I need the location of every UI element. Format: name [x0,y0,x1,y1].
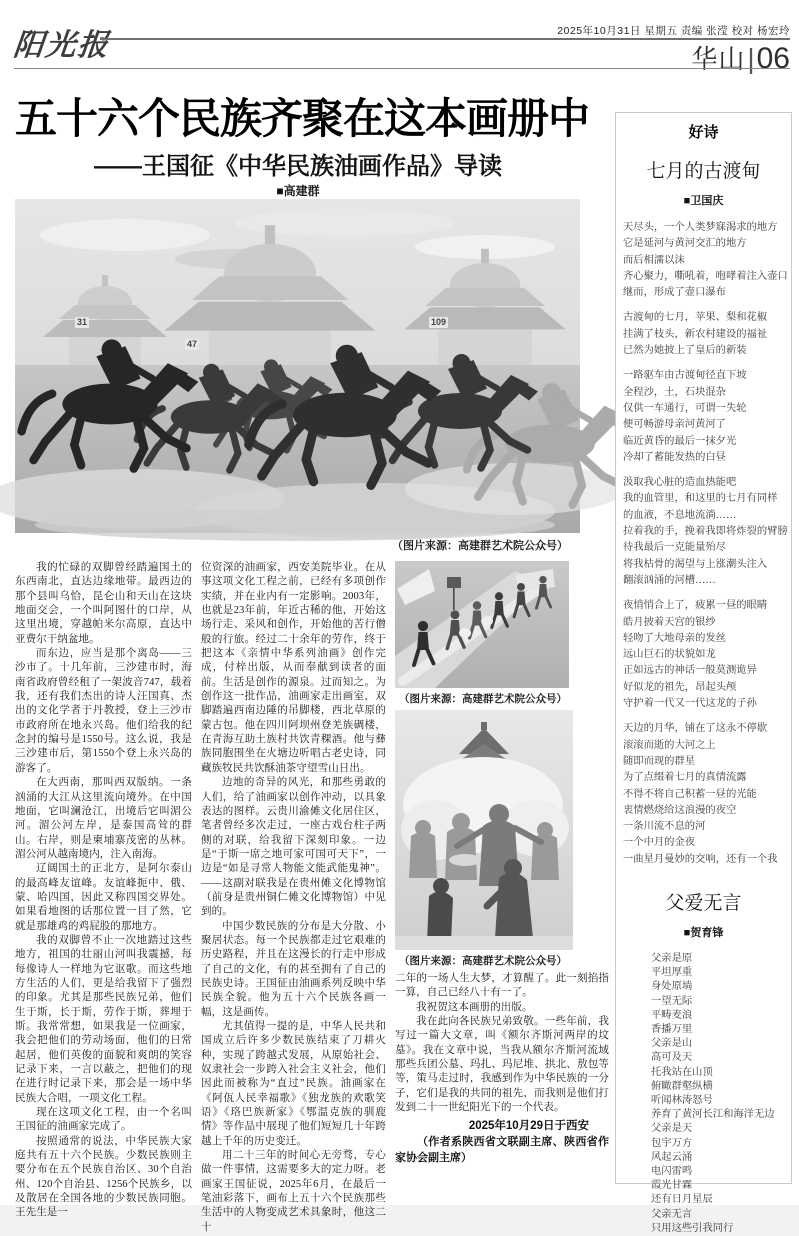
poem-line: 一条川流不息的河 [623,821,706,833]
poem-line: 挂满了枝头，新农村建设的福祉 [623,328,768,340]
poem-line: 听闻林涛怒号 [651,1095,713,1107]
poem-line: 香播万里 [651,1024,693,1035]
poem-line: 正如远古的神话一般莫测诡异 [623,665,757,677]
poem-stanza [651,952,784,1236]
poem-line: 的血液，不息地流淌…… [623,509,737,521]
masthead-rule-bottom [14,68,790,69]
body-column-3 [395,561,609,1185]
poem-line: 汲取我心脏的造血热能吧 [623,477,737,489]
poem-line: 父亲是天 [651,1123,693,1135]
hero-caption: （图片来源：高建群艺术院公众号） [392,540,568,552]
poem1-stanzas [623,220,788,868]
poem-line: 冷却了蓄能发热的白昼 [623,451,726,463]
poem-line: 父亲是原 [651,952,693,964]
poem-line: 只用这些引我同行 [651,1222,734,1234]
poem-line: 便可畅游母亲河黄河了 [623,419,726,431]
photo-caption-1: （图片来源：高建群艺术院公众号） [399,694,567,705]
poem-line: 翻滚汹涌的河槽…… [623,574,716,586]
poem-line: 古渡甸的七月，苹果、梨和花椒 [623,312,768,324]
poem-line: 拉着我的手，挽着我即将炸裂的臂膀 [623,526,788,538]
poem-line: 平坦厚重 [651,967,693,979]
body-column-3-text [395,972,609,1115]
bib-number: 47 [187,339,198,349]
poem-line: 仅供一车通行，可谓一失轮 [623,402,747,414]
poem-line: 还有日月星辰 [651,1194,713,1206]
poem-line: 将我枯骨的渴望与上涨潮头注入 [623,558,768,570]
paragraph: 中国少数民族的分布是大分散、小聚居状态。每一个民族都走过它艰难的历史路程，并且在这漫长的行走中形成了自己的文化，有的甚至拥有了自己的民族史诗。王国征由油画系列反映中华民族全貌。他为五十六个民族各画一幅，这是画传。 [201,920,386,1018]
poem-line: 我的血管里，和这里的七月有同样 [623,493,778,505]
poetry-sidebar [615,112,792,1234]
paragraph: 在大西南，那叫西双版纳。一条汹涌的大江从这里流向境外。在中国地面，它叫澜沧江，出境后它叫湄公河。湄公河左岸，是泰国高耸的群山。右岸，则是柬埔寨茂密的丛林。湄公河从越南境内，注入南海。 [15,777,192,860]
section-name: 华山 [691,44,746,74]
poem-stanza [623,475,788,589]
poem-stanza [623,220,788,301]
poem-line: 皓月披着天宫的银纱 [623,616,716,628]
poem-line: 父亲是山 [651,1038,693,1050]
paragraph: 我祝贺这本画册的出版。 [416,1001,533,1013]
poem-line: 父亲无言 [651,1208,693,1220]
body-column-2 [201,561,386,1233]
poem-stanza [623,310,784,359]
poem-line: 滚滚而逝的大河之上 [623,739,716,751]
bib-number: 109 [431,317,447,327]
masthead-rule-top [100,38,790,40]
poem2-title: 父爱无言 [665,892,742,914]
author-note: （作者系陕西省文联副主席、陕西省作家协会副主席） [395,1136,609,1165]
paragraph: 而东边，应当是那个离岛——三沙市了。十几年前，三沙建市时，海南省政府曾经租了一架波音747，载着我，还有我们杰出的诗人汪国真、杰出的文化学者于丹教授，登上三沙市市政府所在地永兴岛。他们给我的纪念封的编号是1550号。这么说，我是三沙建市后，第1550个登上永兴岛的游客了。 [15,648,192,774]
paragraph: 二年的一场人生大梦，才算醒了。此一刻掐指一算，自己已经八十有一了。 [395,973,609,999]
poem-line: 夜悄悄合上了，疲累一昼的眼睛 [623,600,768,612]
paragraph: 辽阔国土的正北方，是阿尔泰山的最高峰友谊峰。友谊峰扼中、俄、蒙、哈四国，因此又称四国交界处。如果看地图的话那位置一目了然，它就是那雄鸡的鸡屁股的那地方。 [15,863,192,932]
poem-line: 不得不将自己积蓄一昼的光能 [623,788,757,800]
poem-line: 而后相濡以沫 [623,254,685,266]
poem-line: 天边的月华，铺在了这永不停歇 [623,723,768,735]
poem-line: 一曲星月曼妙的交响，还有一个我 [623,853,778,865]
poem-stanza [623,598,784,712]
poem-line: 全程沙，土，石块混杂 [623,386,726,398]
poem-line: 齐心聚力，嘶吼着，咆哮着注入壶口 [623,270,788,282]
poem-line: 继而，形成了壶口瀑布 [623,287,726,299]
poem-line: 一望无际 [651,995,693,1007]
poem-line: 霞光甘霖 [651,1180,693,1192]
poem-line: 一路驱车由古渡甸径直下坡 [623,370,747,382]
bib-number: 31 [77,317,88,327]
hero-painting [15,199,580,533]
article-body [15,561,609,1233]
paragraph: 我的忙碌的双脚曾经踏遍国土的东西南北，直达边缘地带。最西边的那个县叫乌恰，昆仑山和天山在这块地面交会，一个叫阿图什的口岸，从这里出境，穿越帕米尔高原，直达中亚费尔干纳盆地。 [15,562,192,645]
poem-line: 天尽头，一个人类梦寐渴求的地方 [623,222,778,233]
poem-line: 养育了黄河长江和海洋无边 [651,1109,775,1121]
poem-line: 它是延河与黄河交汇的地方 [623,238,747,250]
paragraph: 我在此向各民族兄弟致敬。一些年前，我写过一篇大文章，叫《额尔齐斯河两岸的坟墓》。我在文章中说，当我从额尔齐斯河流域那些兵团公墓、玛扎、玛尼堆、拱北、敖包等等，策马走过时，我感到作为中华民族的一分子，它们是我的共同的祖先，而我则是他们打发到二十一世纪阳光下的一个代表。 [395,1016,609,1114]
poem-line: 俯瞰群壑纵横 [651,1080,713,1092]
poem-line: 平畴麦浪 [651,1009,693,1021]
paragraph: 用二十三年的时间心无旁骛，专心做一件事情，这需要多大的定力呀。老画家王国征说，2025年6月，在最后一笔油彩落下，画布上五十六个民族那些生活中的人物变成艺术具象时，他这二十 [201,1150,386,1233]
poem-line: 高可及天 [651,1052,693,1064]
poem-line: 轻吻了大地母亲的发丝 [623,632,726,644]
poem-line: 守护着一代又一代这龙的子孙 [623,698,757,710]
poem-line: 好似龙的祖先，昂起头颅 [623,681,737,693]
paragraph: 边地的奇异的风光，和那些勇敢的人们，给了油画家以创作冲动，以具象表达的图样。云贵川渝傩文化居住区，笔者曾经多次走过，一座古戏台柱子两侧的对联，给我留下深刻印象。一边是“于斯一席之地可家可国可天下”，一边是“如是寻常人物能文能武能鬼神”。——这副对联我是在贵州傩文化博物馆（前身是贵州铜仁傩文化博物馆）中见到的。 [201,777,386,918]
body-column-1 [15,561,192,1219]
poem2-stanzas [623,952,784,1236]
paragraph: 按照通常的说法，中华民族大家庭共有五十六个民族。少数民族则主要分布在五个民族自治区、30个自治州、120个自治县、1256个民族乡，以及散居在全国各地的少数民族同胞。王先生是一 [15,1135,192,1219]
section-title [691,39,790,76]
poem2-author: ■贺育锋 [683,926,724,939]
poem-line: 包宇万方 [651,1137,693,1149]
paragraph: 尤其值得一提的是，中华人民共和国成立后许多少数民族结束了刀耕火种，实现了跨越式发展，从原始社会、奴隶社会一步跨入社会主义社会，他们因此而被称为“直过”民族。油画家在《阿佤人民幸福歌》《独龙族的欢歌笑语》《珞巴族新家》《鄂温克族的驯鹿情》等作品中展现了他们短短几十年跨越上千年的历史变迁。 [201,1021,386,1147]
poem-line: 身处原埫 [651,981,693,993]
poem-line: 为了点缀着七月的真情流露 [623,772,747,784]
masthead-logo: 阳光报 [11,29,112,62]
poem-line: 远山巨石的状貌如龙 [623,649,716,661]
rider-bib-numbers [15,199,580,533]
paragraph: 我的双脚曾不止一次地踏过这些地方，祖国的壮丽山河叫我震撼，每每像诗人一样地为它讴歌。而这些地方生活的人们，更是给我留下了强烈的印象。尤其是那些民族兄弟，他们生于斯，长于斯，劳作于斯，葬埋于斯。我常常想，如果我是一位画家，我会把他们的劳动场面，他们的日常起居，他们英俊的面貌和爽朗的笑容记录下来，一言以蔽之，把他们的现在进行时记录下来，那会是一场中华民族大合唱，一项文化工程。 [15,934,192,1104]
paragraph: 位资深的油画家，西安美院毕业。在从事这项文化工程之前，已经有多项创作实绩，并在业内有一定影响。2003年，也就是23年前，年近古稀的他，开始这场行走、采风和创作，开始他的苦行僧般的行旅。经过二十余年的劳作，终于把这本《亲情中华系列油画》创作完成，付梓出版，从而奉献到读者的面前。生活是创作的源泉。过而知之。为创作这一批作品，油画家走出画室，双脚踏遍西南边陲的吊脚楼，西北草原的蒙古包。他在四川阿坝州登羌族碉楼，在青海互助土族村共饮青稞酒。他与彝族同胞围坐在火塘边听唱古老史诗，同藏族牧民共饮酥油茶守望雪山日出。 [201,562,386,774]
poem-line: 待我最后一克能量殆尽 [623,542,726,554]
poem-line: 电闪雷鸣 [651,1166,693,1178]
poem-line: 风起云涌 [651,1151,693,1163]
section-divider: | [747,43,755,74]
poem-stanza [623,368,784,466]
article-byline: ■高建群 [276,184,320,198]
poem-line: 衷情燃烧给这浪漫的夜空 [623,804,737,816]
photo-parade [395,561,569,688]
poem-line: 一个中月的金夜 [623,837,696,849]
poem1-author: ■卫国庆 [683,195,724,207]
page-number: 06 [756,42,790,75]
photo-caption-2: （图片来源：高建群艺术院公众号） [399,956,567,967]
poem-line: 托我站在山顶 [651,1066,713,1078]
article-subtitle: ——王国征《中华民族油画作品》导读 [94,153,502,180]
poem-line: 随即而现的群星 [623,755,696,767]
paragraph: 现在这项文化工程，由一个名叫王国征的油画家完成了。 [15,1107,192,1133]
poem1-title: 七月的古渡甸 [646,161,761,182]
poem-stanza [623,721,784,868]
photo-splash-festival [395,710,573,950]
poem-line: 临近黄昏的最后一抹夕光 [623,435,737,447]
sidebar-header: 好诗 [688,124,719,141]
masthead-dateline: 2025年10月31日 星期五 责编 张滢 校对 杨宏玲 [557,25,790,37]
poem-line: 已然为她披上了皇后的新装 [623,345,747,357]
article-dateline: 2025年10月29日于西安 [468,1120,589,1133]
article-headline: 五十六个民族齐聚在这本画册中 [15,95,590,142]
